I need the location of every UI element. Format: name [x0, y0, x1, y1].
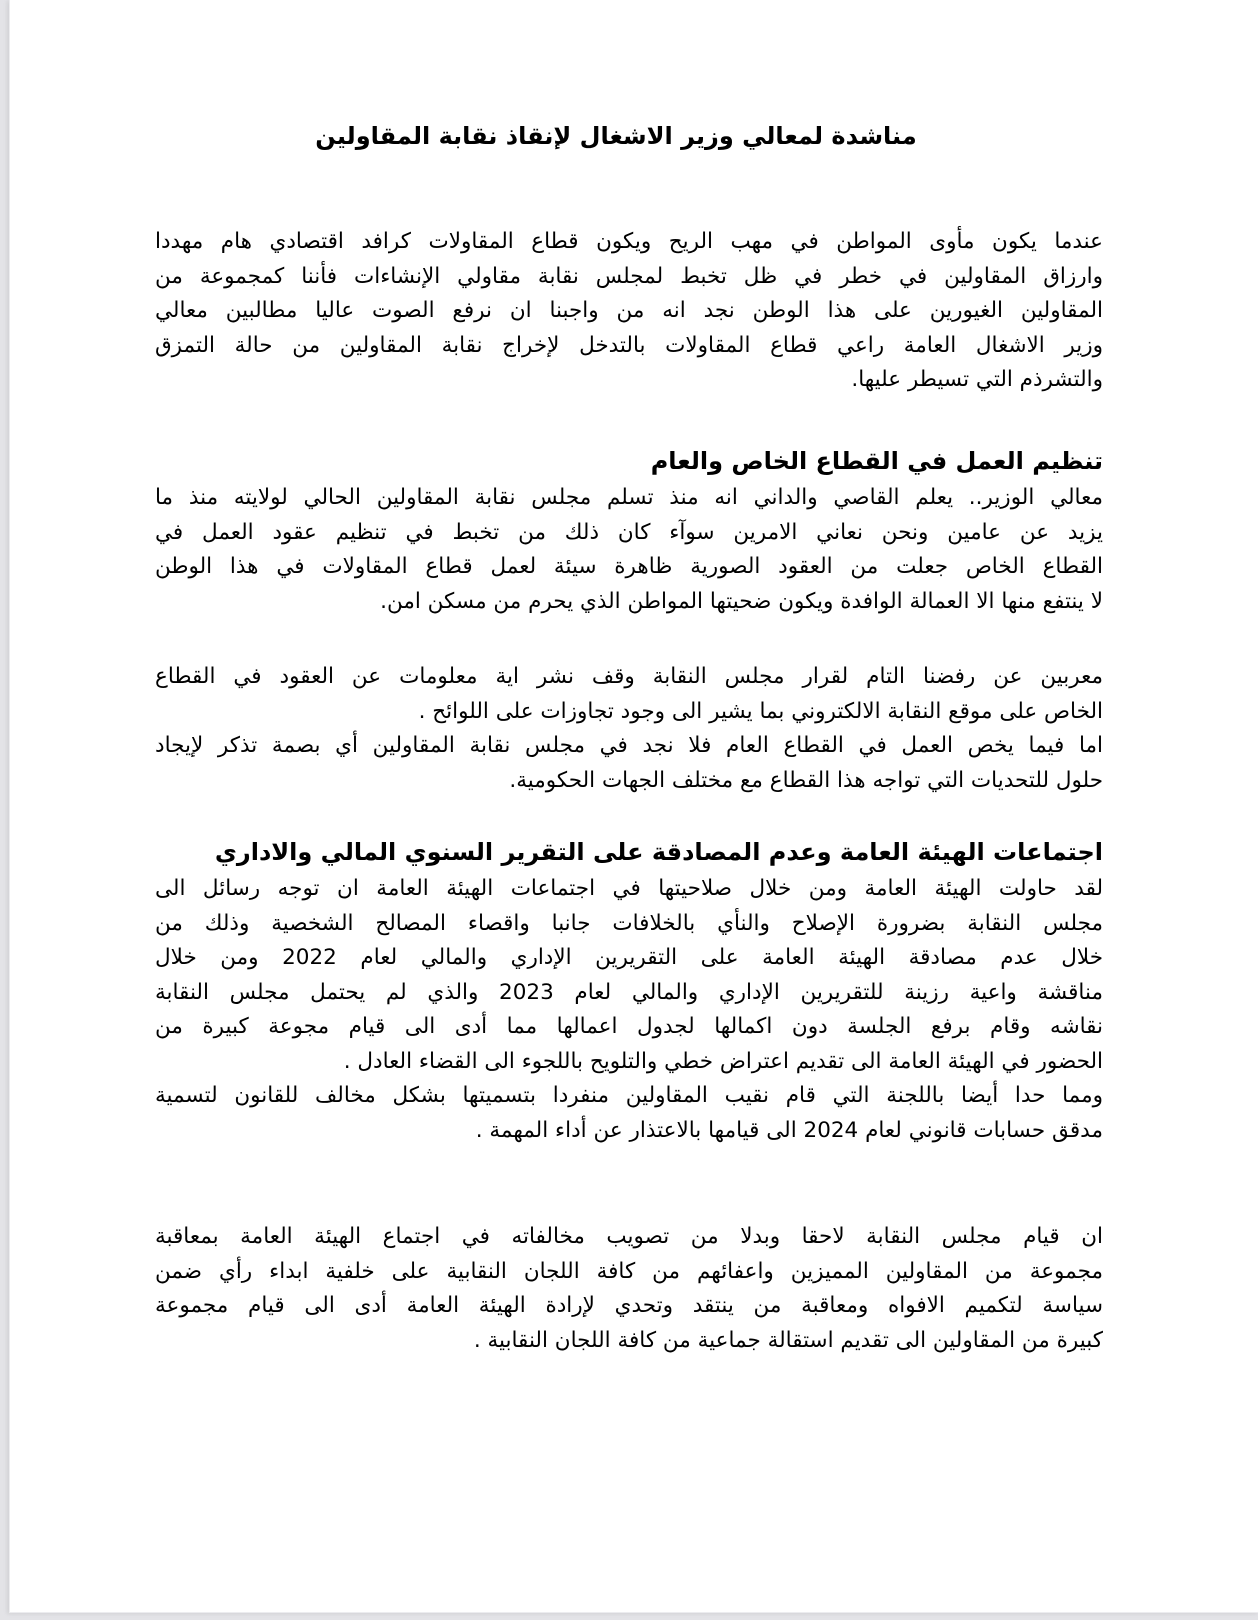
text-line: ان قيام مجلس النقابة لاحقا وبدلا من تصويب مخالفاته في اجتماع الهيئة العامة بمعاقبة [155, 1224, 1103, 1249]
text-line: مجلس النقابة بضرورة الإصلاح والنأي بالخلافات جانبا واقصاء المصالح الشخصية وذلك من [155, 910, 1103, 936]
general-assembly-paragraph [155, 872, 1103, 1148]
text-line: معالي الوزير.. يعلم القاصي والداني انه منذ تسلم مجلس نقابة المقاولين الحالي لولايته منذ ما [155, 485, 1103, 510]
text-line: الحضور في الهيئة العامة الى تقديم اعتراض خطي والتلويح باللجوء الى القضاء العادل . [343, 1048, 1103, 1074]
work-regulation-paragraph [155, 481, 1103, 619]
text-line: نقاشه وقام برفع الجلسة دون اكمالها لجدول اعمالها مما أدى الى قيام مجوعة كبيرة من [155, 1014, 1103, 1039]
text-line: والتشرذم التي تسيطر عليها. [851, 367, 1103, 392]
text-line: اما فيما يخص العمل في القطاع العام فلا نجد في مجلس نقابة المقاولين أي بصمة تذكر لإيجاد [155, 733, 1103, 758]
text-line: سياسة لتكميم الافواه ومعاقبة من ينتقد وتحدي لإرادة الهيئة العامة أدى الى قيام مجموعة [155, 1293, 1103, 1318]
text-line: الخاص على موقع النقابة الالكتروني بما يشير الى وجود تجاوزات على اللوائح . [418, 698, 1103, 724]
text-line: عندما يكون مأوى المواطن في مهب الريح ويكون قطاع المقاولات كرافد اقتصادي هام مهددا [155, 229, 1103, 254]
section-heading: تنظيم العمل في القطاع الخاص والعام [650, 447, 1103, 475]
contracts-paragraph [155, 660, 1103, 798]
text-line: لقد حاولت الهيئة العامة ومن خلال صلاحيتها في اجتماعات الهيئة العامة ان توجه رسائل الى [155, 876, 1103, 901]
text-line: حلول للتحديات التي تواجه هذا القطاع مع مختلف الجهات الحكومية. [509, 767, 1103, 793]
text-line: معربين عن رفضنا التام لقرار مجلس النقابة وقف نشر اية معلومات عن العقود في القطاع [155, 664, 1103, 689]
intro-paragraph [155, 225, 1103, 398]
section-heading-work-regulation [155, 443, 1103, 479]
document-page [9, 0, 1258, 1613]
text-line: وارزاق المقاولين في خطر في ظل تخبط لمجلس نقابة مقاولي الإنشاءات فأننا كمجموعة من [155, 263, 1103, 289]
text-line: خلال عدم مصادقة الهيئة العامة على التقريرين الإداري والمالي لعام 2022 ومن خلال [155, 945, 1103, 970]
text-line: كبيرة من المقاولين الى تقديم استقالة جماعية من كافة اللجان النقابية . [473, 1327, 1103, 1353]
text-line: يزيد عن عامين ونحن نعاني الامرين سوآء كان ذلك من تخبط في تنظيم عقود العمل في [155, 519, 1103, 545]
document-title: مناشدة لمعالي وزير الاشغال لإنقاذ نقابة المقاولين [315, 122, 917, 150]
text-line: المقاولين الغيورين على هذا الوطن نجد انه من واجبنا ان نرفع الصوت عاليا مطالبين معالي [155, 298, 1103, 323]
text-line: مناقشة واعية رزينة للتقريرين الإداري والمالي لعام 2023 والذي لم يحتمل مجلس النقابة [155, 979, 1103, 1005]
text-line: لا ينتفع منها الا العمالة الوافدة ويكون ضحيتها المواطن الذي يحرم من مسكن امن. [380, 588, 1103, 614]
section-heading: اجتماعات الهيئة العامة وعدم المصادقة على التقرير السنوي المالي والاداري [214, 838, 1103, 866]
text-line: وزير الاشغال العامة راعي قطاع المقاولات بالتدخل لإخراج نقابة المقاولين من حالة التمزق [155, 332, 1103, 358]
text-line: مجموعة من المقاولين المميزين واعفائهم من كافة اللجان النقابية على خلفية ابداء رأي ضمن [155, 1258, 1103, 1284]
text-line: ومما حدا أيضا باللجنة التي قام نقيب المقاولين منفردا بتسميتها بشكل مخالف للقانون لتسمية [155, 1083, 1103, 1108]
committees-paragraph [155, 1220, 1103, 1358]
section-heading-general-assembly [155, 834, 1103, 870]
text-line: القطاع الخاص جعلت من العقود الصورية ظاهرة سيئة لعمل قطاع المقاولات في هذا الوطن [155, 554, 1103, 579]
text-line: مدقق حسابات قانوني لعام 2024 الى قيامها بالاعتذار عن أداء المهمة . [475, 1117, 1103, 1143]
